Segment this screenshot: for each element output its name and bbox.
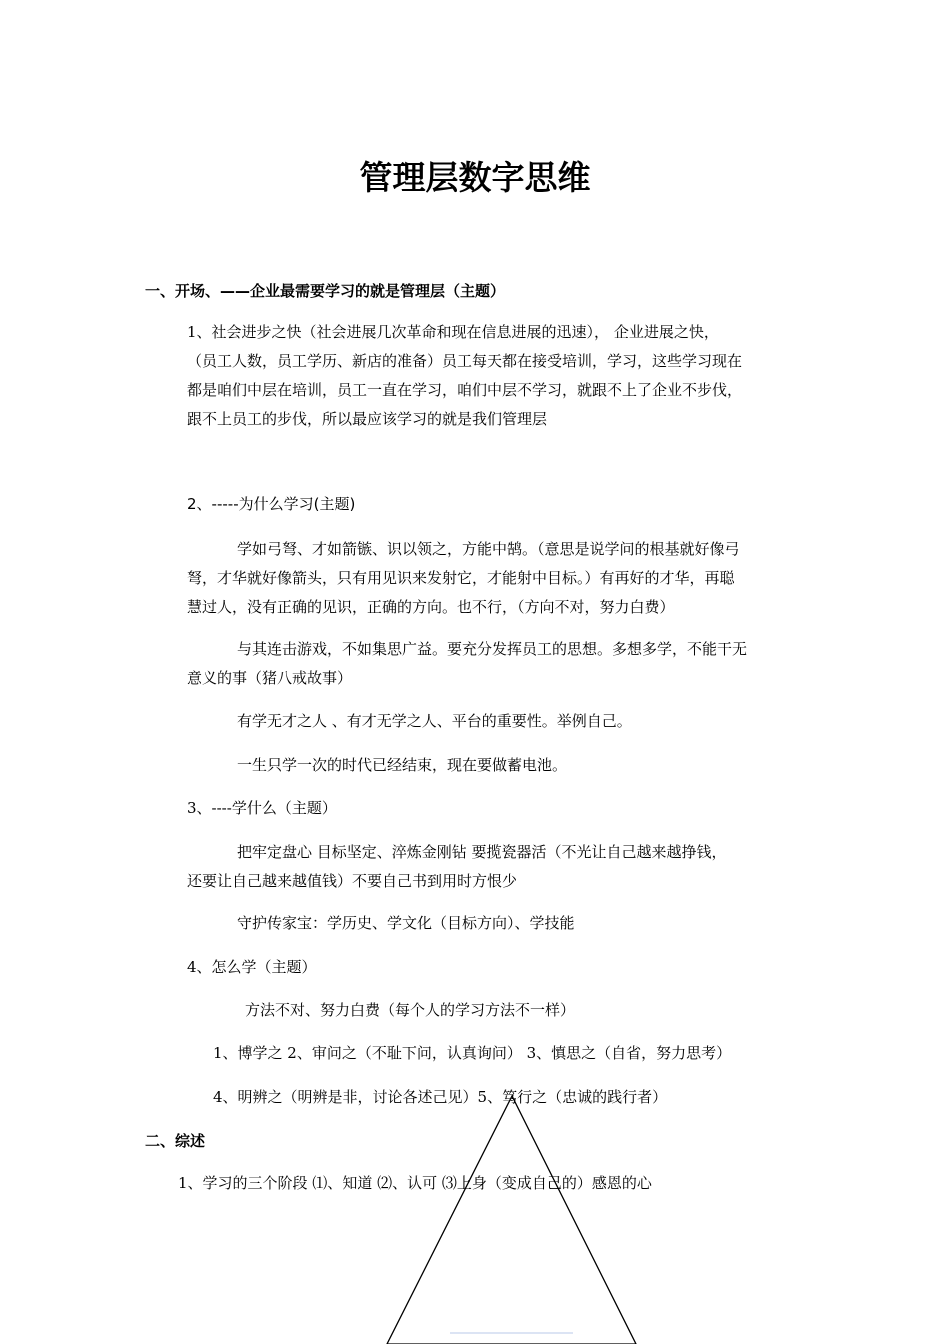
paragraph-line: 1、学习的三个阶段 ⑴、知道 ⑵、认可 ⑶上身（变成自己的）感恩的心 xyxy=(178,1174,652,1192)
paragraph-line: 一生只学一次的时代已经结束，现在要做蓄电池。 xyxy=(237,756,568,774)
list-item: 4、明辨之（明辨是非，讨论各述己见）5、笃行之（忠诚的践行者） xyxy=(213,1088,668,1106)
paragraph-line: （员工人数，员工学历、新店的准备）员工每天都在接受培训，学习，这些学习现在 xyxy=(187,352,743,370)
triangle-shape xyxy=(387,1096,636,1344)
paragraph-line: 1、社会进步之快（社会进展几次革命和现在信息进展的迅速）， 企业进展之快， xyxy=(187,323,719,341)
paragraph-line: 慧过人，没有正确的见识，正确的方向。也不行，（方向不对，努力白费） xyxy=(187,598,675,616)
subheading-what-learn: 3、----学什么（主题） xyxy=(187,799,337,817)
paragraph-line: 学如弓弩、才如箭镞、识以领之，方能中鹄。（意思是说学问的根基就好像弓 xyxy=(237,540,740,558)
paragraph-line: 把牢定盘心 目标坚定、淬炼金刚钻 要揽瓷器活（不光让自己越来越挣钱， xyxy=(237,843,727,861)
page-title: 管理层数字思维 xyxy=(359,158,591,197)
subheading-why-learn: 2、-----为什么学习(主题) xyxy=(187,495,356,513)
list-item: 1、博学之 2、审问之（不耻下问，认真询问） 3、慎思之（自省，努力思考） xyxy=(213,1044,732,1062)
paragraph-line: 跟不上员工的步伐，所以最应该学习的就是我们管理层 xyxy=(187,410,548,428)
paragraph-line: 还要让自己越来越值钱）不要自己书到用时方恨少 xyxy=(187,872,518,890)
section1-heading: 一、开场、——企业最需要学习的就是管理层（主题） xyxy=(145,282,506,300)
paragraph-line: 与其连击游戏，不如集思广益。要充分发挥员工的思想。多想多学，不能干无 xyxy=(237,640,748,658)
paragraph-line: 守护传家宝：学历史、学文化（目标方向）、学技能 xyxy=(237,914,575,932)
paragraph-line: 弩，才华就好像箭头，只有用见识来发射它，才能射中目标。）有再好的才华，再聪 xyxy=(187,569,735,587)
paragraph-line: 都是咱们中层在培训，员工一直在学习，咱们中层不学习，就跟不上了企业不步伐， xyxy=(187,381,743,399)
section2-heading: 二、综述 xyxy=(145,1132,206,1150)
subheading-how-learn: 4、怎么学（主题） xyxy=(187,958,317,976)
paragraph-line: 意义的事（猪八戒故事） xyxy=(187,669,353,687)
paragraph-line: 有学无才之人 、有才无学之人、平台的重要性。举例自己。 xyxy=(237,712,632,730)
paragraph-line: 方法不对、努力白费（每个人的学习方法不一样） xyxy=(245,1001,576,1019)
